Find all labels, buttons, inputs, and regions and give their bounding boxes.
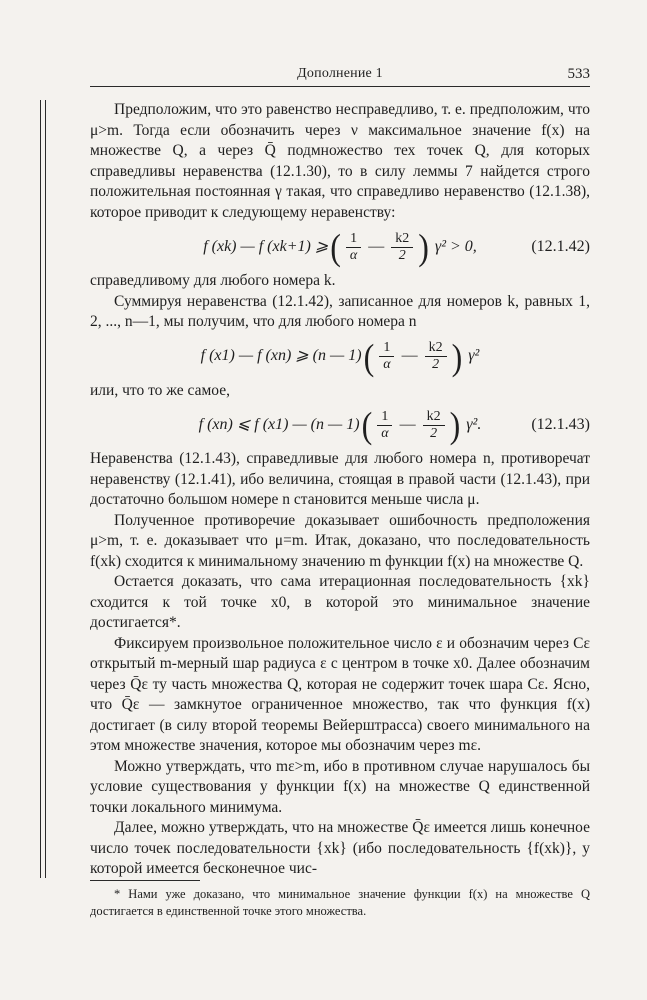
paragraph-8: Фиксируем произвольное положительное число ε и обозначим через Cε открытый m-мерный шар радиуса ε с центром в точке x0. Далее обозначим через Q̄ε ту часть множества Q, которая не содержит точек шара Cε. Ясно, что Q̄ε — замкнутое ограниченное множество, так что функция f(x) достигает (в силу второй теоремы Вейерштрасса) своего минимального на этом множестве значения, которое мы обозначим через mε. [90,634,590,754]
fraction-numerator: 1 [346,231,361,248]
running-header [90,64,590,87]
paragraph-1: Предположим, что это равенство несправедливо, т. е. предположим, что μ>m. Тогда если обозначить через ν максимальное значение f(x) на множестве Q, а через Q̄ подмножество тех точек Q, для которых справедливы неравенства (12.1.30), то в силу леммы 7 найдется строго положительная постоянная γ такая, что справедливо неравенство (12.1.38), которое приводит к следующему неравенству: [90,101,590,221]
fraction [425,340,447,373]
right-paren: ) [451,335,463,378]
left-paren: ( [330,226,341,268]
formula-lhs: f (xk) — f (xk+1) ⩾ [203,237,329,255]
fraction-numerator: k2 [425,340,447,357]
equation-number: (12.1.43) [531,415,590,433]
minus-sign: — [399,415,416,433]
formula-sum [90,333,590,381]
footnote-divider [90,880,200,881]
formula-12-1-43 [90,401,590,449]
fraction-denominator: α [383,357,391,372]
left-paren: ( [361,404,373,446]
fraction [377,409,392,442]
fraction-numerator: k2 [391,231,413,248]
paragraph-10: Далее, можно утверждать, что на множестве Q̄ε имеется лишь конечное число точек последовательности {xk} (ибо последовательность {f(xk)}, у которой имеется бесконечное чис- [90,819,590,877]
fraction [391,231,413,264]
fraction [346,231,361,264]
footnote [90,886,590,920]
header-title: Дополнение 1 [297,66,383,81]
right-paren: ) [449,404,461,446]
paragraph-6: Полученное противоречие доказывает ошибочность предположения μ>m, т. е. доказывает что μ=m. Итак, доказано, что последовательность f(xk) сходится к минимальному значению m функции f(x) на множестве Q. [90,511,590,570]
main-text [90,100,590,880]
fraction-denominator: α [349,247,358,263]
formula-lhs: f (xn) ⩽ f (x1) — (n — 1) [198,415,360,433]
footnote-text: * Нами уже доказано, что минимальное значение функции f(x) на множестве Q достигается в единственной точке этого множества. [90,887,590,918]
fraction-denominator: 2 [398,247,406,263]
paragraph-7: Остается доказать, что сама итерационная последовательность {xk} сходится к той точке x0, в которой это минимальное значение достигается*. [90,573,590,631]
fraction-denominator: α [381,425,389,441]
fraction-numerator: k2 [423,409,445,426]
formula-rhs: γ². [466,415,482,433]
formula-lhs: f (x1) — f (xn) ⩾ (n — 1) [200,347,362,365]
minus-sign: — [401,347,418,365]
formula-rhs: γ² [468,347,480,365]
left-paren: ( [363,335,375,378]
paragraph-4: или, что то же самое, [90,381,230,399]
paragraph-2: справедливому для любого номера k. [90,272,336,289]
fraction-numerator: 1 [379,340,394,357]
right-paren: ) [418,226,429,268]
paragraph-3: Суммируя неравенства (12.1.42), записанное для номеров k, равных 1, 2, ..., n—1, мы получим, что для любого номера n [90,292,590,330]
paragraph-9: Можно утверждать, что mε>m, ибо в противном случае нарушалось бы условие существования у функции f(x) на множестве Q единственной точки локального минимума. [90,757,590,816]
page-number: 533 [567,66,590,82]
margin-rule [40,100,46,878]
fraction [379,340,394,373]
fraction-denominator: 2 [430,425,438,441]
paragraph-5: Неравенства (12.1.43), справедливые для любого номера n, противоречат неравенству (12.1.41), ибо величина, стоящая в правой части (12.1.43), при достаточно большом номере n становится меньше числа μ. [90,450,590,508]
fraction-denominator: 2 [432,357,440,372]
formula-rhs: γ² > 0, [434,237,477,255]
minus-sign: — [368,237,385,255]
equation-number: (12.1.42) [531,237,590,255]
fraction-numerator: 1 [377,409,392,426]
fraction [423,409,445,442]
formula-12-1-42 [90,223,590,271]
